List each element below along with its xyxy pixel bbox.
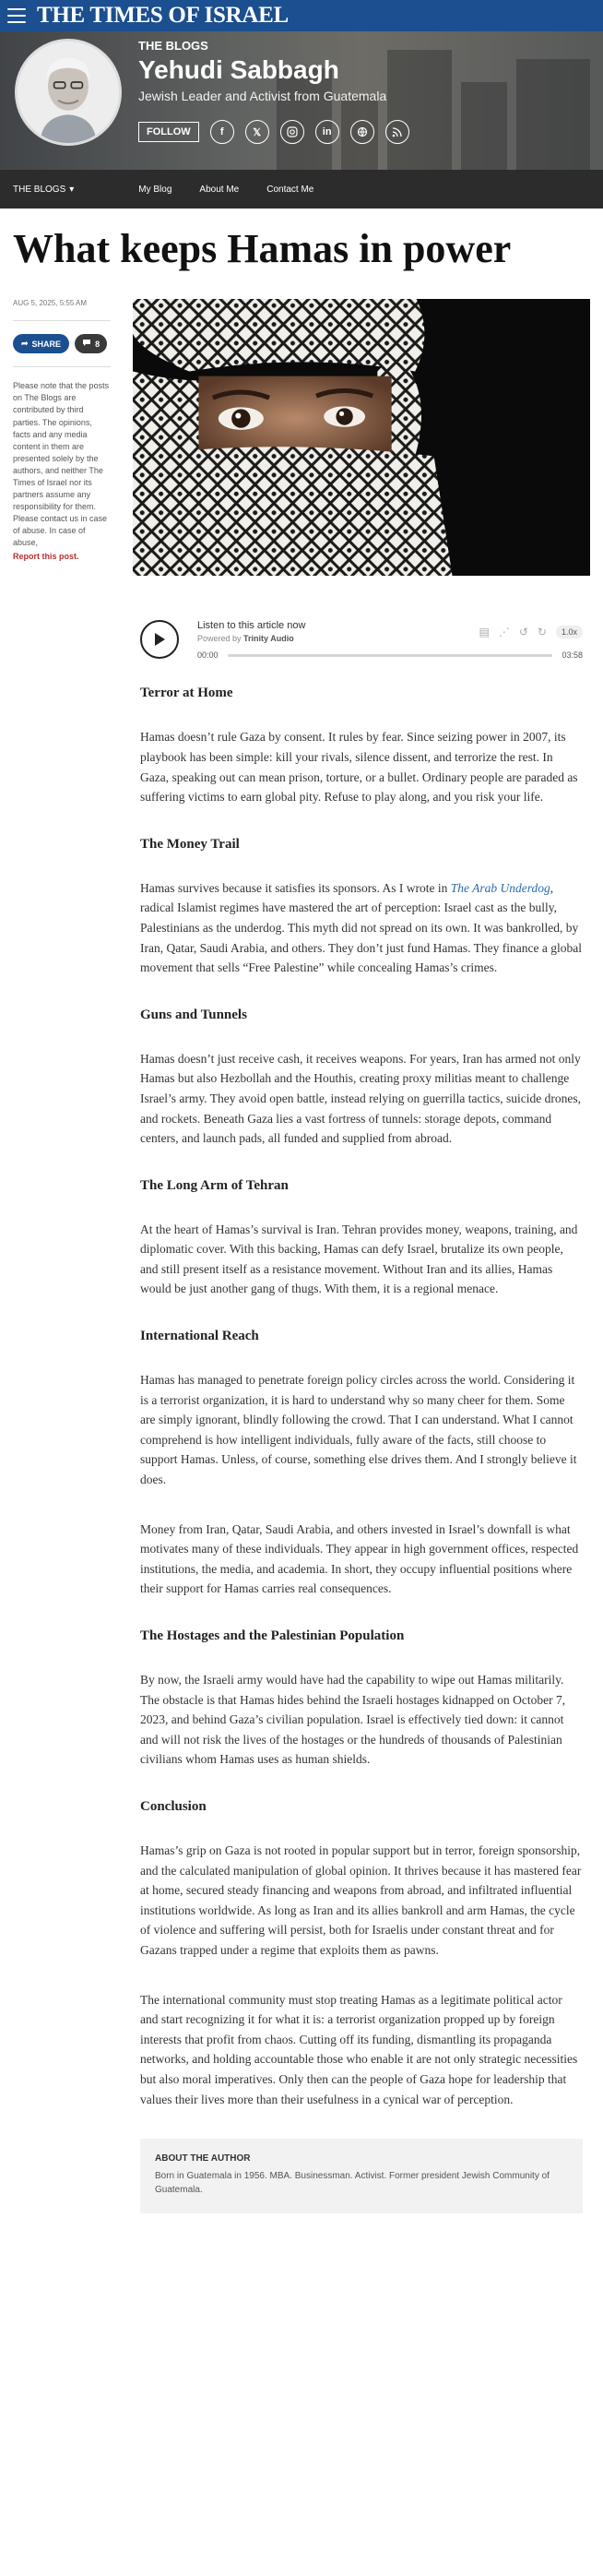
author-name[interactable]: Yehudi Sabbagh: [138, 55, 339, 84]
progress-track[interactable]: [228, 654, 553, 657]
article-main: [133, 299, 590, 2250]
paragraph: Hamas doesn’t rule Gaza by consent. It rules by fear. Since seizing power in 2007, its playbook has been simple: kill your rivals, silence dissent, and terrorize the rest. In Gaza, speaking out can mean prison, torture, or a bullet. Ordinary people are paraded as suffering victims to earn global pity. Refuse to play along, and you risk your life.: [140, 730, 578, 805]
paragraph: The international community must stop treating Hamas as a legitimate political actor and start recognizing it for what it is: a terrorist organization propped up by foreign interests that profit from chaos. Cutting off its funding, dismantling its propaganda networks, and holding accountable those who enable it are not only strategic necessities but also moral imperatives. Only then can the people of Gaza hope for leadership that values their lives more than their usefulness in a cynical war of perception.: [140, 1992, 578, 2106]
paragraph: Money from Iran, Qatar, Saudi Arabia, and others invested in Israel’s downfall is what motivates many of these individuals. They appear in high government offices, respected institutions, the media, and academia. In short, they occupy influential positions where their support for Hamas carries real consequences.: [140, 1521, 579, 1596]
author-tagline: Jewish Leader and Activist from Guatemala: [138, 89, 387, 103]
facebook-icon[interactable]: f: [210, 120, 234, 144]
article-date: AUG 5, 2025, 5:55 AM: [13, 299, 111, 321]
comments-button[interactable]: [75, 334, 107, 353]
social-links: [138, 120, 409, 144]
article-body: [133, 620, 590, 2213]
blogs-home-link[interactable]: THE BLOGS ▾: [13, 184, 75, 195]
arab-underdog-link[interactable]: The Arab Underdog: [450, 880, 550, 895]
article-actions: [13, 321, 111, 367]
paragraph: Hamas’s grip on Gaza is not rooted in popular support but in terror, foreign sponsorship, and the calculated manipulation of global opinion. It thrives because it has mastered fear at home, secured steady financing and weapons from abroad, and infiltrated influential institutions worldwide. As long as Iran and its allies bankroll and arm Hamas, the cycle of violence and suffering will persist, both for Israelis under constant threat and for Gazans trapped under a regime that exploits them as pawns.: [140, 1843, 582, 1957]
instagram-icon[interactable]: [280, 120, 304, 144]
chevron-down-icon: ▾: [69, 184, 75, 195]
blog-disclaimer: Please note that the posts on The Blogs are contributed by third parties. The opinions, facts and any media content in them are presented solely by the authors, and neither The Times of Israel nor its partners assume any responsibility for them. Please contact us in case of abuse. In case of abuse, Report this post.: [13, 367, 111, 563]
about-author-heading: ABOUT THE AUTHOR: [155, 2153, 251, 2165]
paragraph: Hamas doesn’t just receive cash, it receives weapons. For years, Iran has armed not only Hamas but also Hezbollah and the Houthis, creating proxy militias meant to challenge Israel’s army. They avoid open battle, instead relying on guerrilla tactics, suicide drones, and rockets. Beneath Gaza lies a vast fortress of tunnels: storage depots, command centers, and launch pads, all funded and supplied from abroad.: [140, 1051, 581, 1146]
nav-about-me[interactable]: About Me: [199, 184, 240, 195]
about-author-text: Born in Guatemala in 1956. MBA. Businessman. Activist. Former president Jewish Community of Guatemala.: [155, 2171, 550, 2196]
time-total: 03:58: [562, 650, 583, 661]
rss-icon[interactable]: [385, 120, 409, 144]
paragraph: By now, the Israeli army would have had the capability to wipe out Hamas militarily. The obstacle is that Hamas hides behind the Israeli hostages kidnapped on October 7, 2023, and behind Gaza’s civilian population. Israel is effectively tied down: it cannot and will not risk the lives of the hostages or the hundreds of thousands of Palestinian civilians whom Hamas uses as human shields.: [140, 1673, 566, 1767]
linkedin-icon[interactable]: in: [315, 120, 339, 144]
comment-icon: [82, 339, 91, 349]
paragraph: Hamas survives because it satisfies its sponsors. As I wrote in The Arab Underdog, radical Islamist regimes have mastered the art of perception: Israel cast as the bully, Palestinians as the underdog. This myth did not spread on its own. It was bankrolled, by Iran, Qatar, Saudi Arabia, and others. They don’t just fund Hamas. They finance a global movement that sells “Free Palestine” while concealing Hamas’s crimes.: [140, 880, 582, 975]
article-layout: [0, 271, 603, 2250]
section-heading: The Money Trail: [140, 836, 240, 852]
forward-icon[interactable]: ↻: [537, 625, 547, 638]
rewind-icon[interactable]: ↺: [518, 625, 528, 638]
time-current: 00:00: [197, 650, 219, 661]
site-logo[interactable]: THE TIMES OF ISRAEL: [37, 3, 289, 28]
paragraph: At the heart of Hamas’s survival is Iran. Tehran provides money, weapons, training, and diplomatic cover. With this backing, Hamas can defy Israel, brutalize its own people, and still present itself as a resistance movement. Without Iran and its allies, Hamas would be just another gang of thugs. With them, it is a regional menace.: [140, 1222, 578, 1296]
author-banner: [0, 31, 603, 170]
play-icon[interactable]: [140, 620, 179, 659]
x-icon[interactable]: 𝕏: [245, 120, 269, 144]
share-button[interactable]: ➦ SHARE: [13, 334, 69, 353]
listen-label: Listen to this article now: [197, 620, 306, 632]
blogs-kicker: THE BLOGS: [138, 39, 208, 53]
website-icon[interactable]: [350, 120, 374, 144]
menu-icon[interactable]: [7, 8, 26, 23]
author-avatar[interactable]: [15, 39, 122, 146]
article-title: What keeps Hamas in power: [13, 226, 512, 271]
nav-my-blog[interactable]: My Blog: [138, 184, 172, 195]
share-icon[interactable]: ⋰: [498, 625, 510, 638]
section-heading: Conclusion: [140, 1798, 207, 1814]
section-heading: The Long Arm of Tehran: [140, 1177, 289, 1193]
translate-icon[interactable]: ▤: [479, 625, 490, 638]
follow-button[interactable]: FOLLOW: [138, 122, 199, 142]
report-post-link[interactable]: Report this post.: [13, 552, 79, 562]
nav-contact-me[interactable]: Contact Me: [266, 184, 314, 195]
share-icon: ➦: [21, 339, 29, 349]
blog-nav: [0, 170, 603, 209]
audio-controls: [479, 626, 583, 638]
speed-button[interactable]: 1.0x: [556, 626, 583, 638]
section-heading: Terror at Home: [140, 686, 233, 701]
article-feature-image: [133, 299, 590, 576]
paragraph: Hamas has managed to penetrate foreign policy circles across the world. Considering it is a terrorist organization, it is hard to understand why so many cheer for them. Some are simply ignorant, blindly following the crowd. That I can understand. What I cannot comprehend is how intelligent individuals, fully aware of the facts, still choose to support Hamas. Unless, of course, something else drives them. And I strongly believe it does.: [140, 1373, 577, 1487]
audio-player: [140, 620, 583, 660]
powered-by: Powered by Trinity Audio: [197, 634, 294, 644]
section-heading: The Hostages and the Palestinian Population: [140, 1628, 405, 1644]
site-header: [0, 0, 603, 31]
section-heading: Guns and Tunnels: [140, 1007, 247, 1022]
article-sidebar: [13, 299, 111, 2250]
comment-count: 8: [95, 339, 100, 349]
about-author-box: [140, 2139, 583, 2213]
section-heading: International Reach: [140, 1329, 259, 1344]
audio-timeline: [197, 650, 583, 660]
